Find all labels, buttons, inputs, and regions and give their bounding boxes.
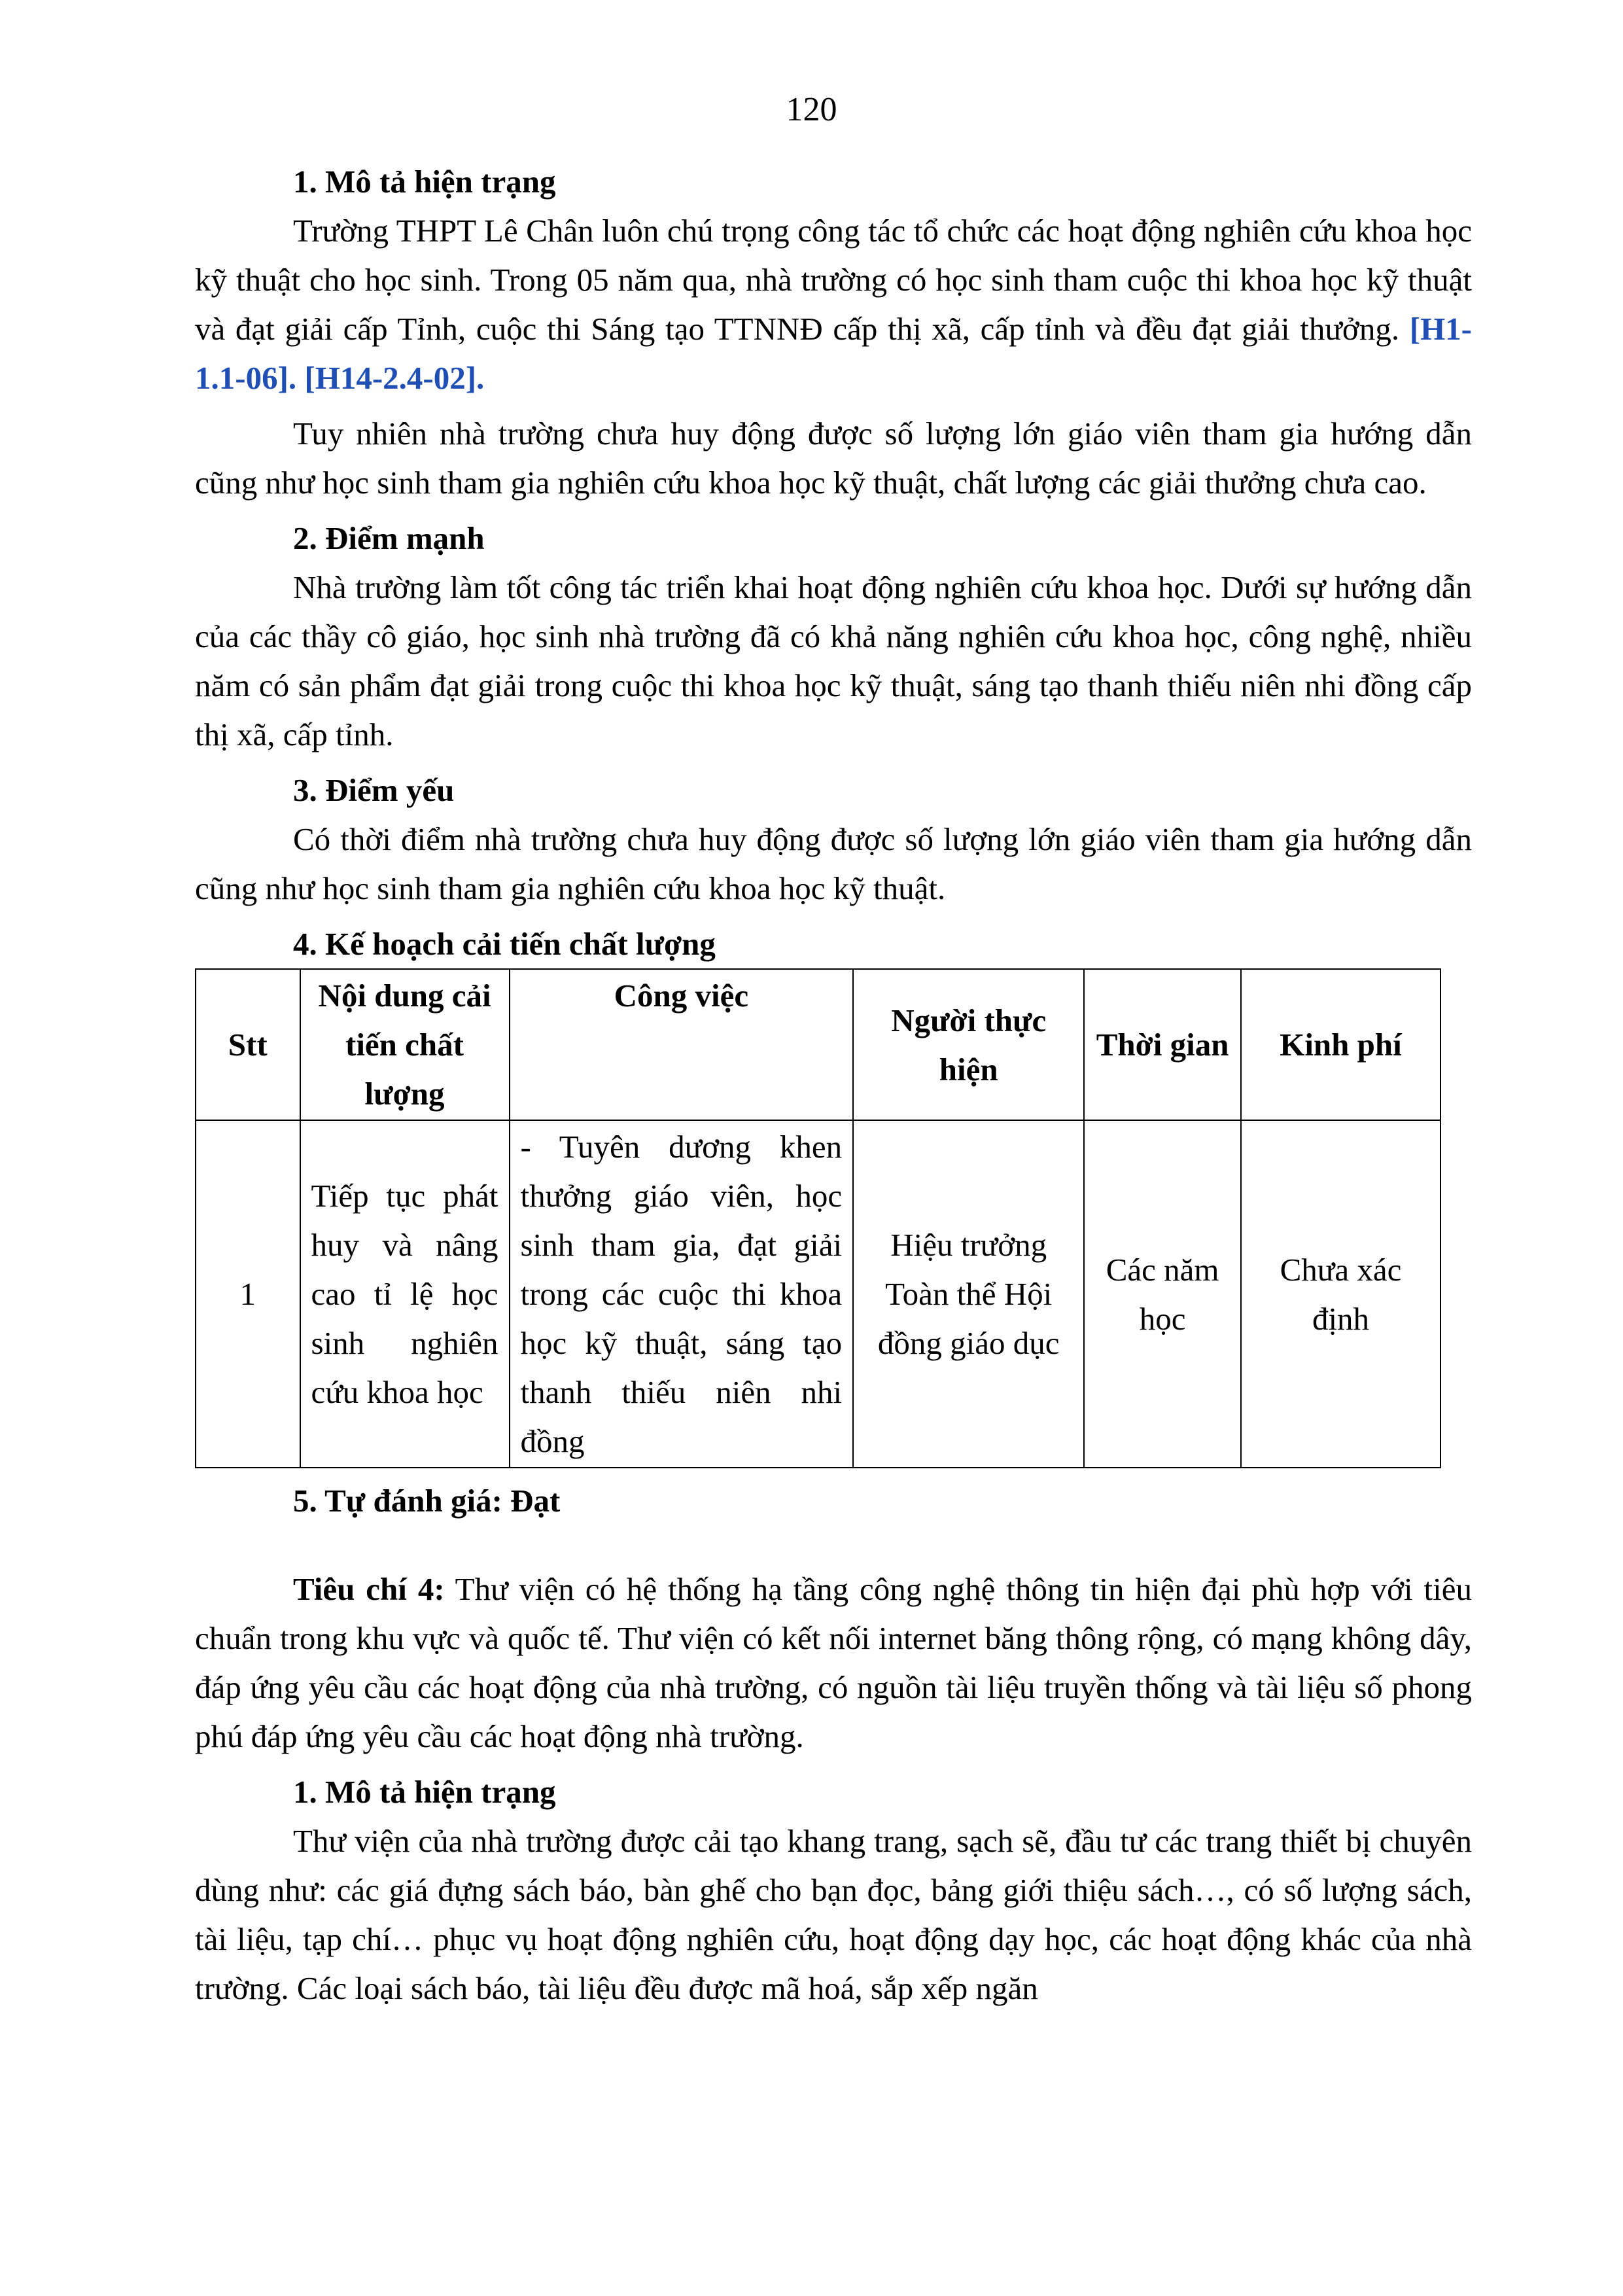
header-person: Người thực hiện [853, 969, 1084, 1120]
header-task: Công việc [510, 969, 854, 1120]
paragraph-limitations: Tuy nhiên nhà trường chưa huy động được số lượng lớn giáo viên tham gia hướng dẫn cũng như học sinh tham gia nghiên cứu khoa học kỹ thuật, chất lượng các giải thưởng chưa cao. [195, 415, 1472, 501]
cell-content: Tiếp tục phát huy và nâng cao tỉ lệ học sinh nghiên cứu khoa học [300, 1120, 510, 1468]
section-heading-strengths: 2. Điểm mạnh [293, 520, 485, 556]
paragraph-library-state: Thư viện của nhà trường được cải tạo khang trang, sạch sẽ, đầu tư các trang thiết bị chuyên dùng như: các giá đựng sách báo, bàn ghế cho bạn đọc, bảng giới thiệu sách…, có số lượng sách, tài liệu, tạp chí… phục vụ hoạt động nghiên cứu, hoạt động dạy học, các hoạt động khác của nhà trường. Các loại sách báo, tài liệu đều được mã hoá, sắp xếp ngăn [195, 1823, 1472, 2006]
page-content [195, 157, 1472, 2019]
cell-budget: Chưa xác định [1241, 1120, 1440, 1468]
evidence-separator: . [288, 360, 305, 396]
header-budget: Kinh phí [1241, 969, 1440, 1120]
criterion-text: Thư viện có hệ thống hạ tầng công nghệ thông tin hiện đại phù hợp với tiêu chuẩn trong khu vực và quốc tế. Thư viện có kết nối internet băng thông rộng, có mạng không dây, đáp ứng yêu cầu các hoạt động của nhà trường, có nguồn tài liệu truyền thống và tài liệu số phong phú đáp ứng yêu cầu các hoạt động nhà trường. [195, 1571, 1473, 1754]
cell-person [853, 1120, 1084, 1468]
section-heading-current-state: 1. Mô tả hiện trạng [293, 164, 556, 200]
improvement-plan-table [195, 968, 1441, 1468]
section-heading-library-state: 1. Mô tả hiện trạng [293, 1774, 556, 1810]
section-heading-self-assessment: 5. Tự đánh giá: Đạt [293, 1483, 561, 1519]
table-row [196, 1120, 1440, 1468]
cell-time: Các năm học [1084, 1120, 1241, 1468]
header-content: Nội dung cải tiến chất lượng [300, 969, 510, 1120]
page-number: 120 [786, 91, 837, 128]
paragraph-criterion-4 [195, 1564, 1472, 1761]
section-heading-improvement-plan: 4. Kế hoạch cải tiến chất lượng [293, 926, 716, 962]
evidence-link-h1[interactable]: [H1-1.1-06] [195, 311, 1472, 396]
section-heading-weaknesses: 3. Điểm yếu [293, 772, 455, 808]
cell-task: - Tuyên dương khen thưởng giáo viên, học sinh tham gia, đạt giải trong các cuộc thi khoa học kỹ thuật, sáng tạo thanh thiếu niên nhi đồng [510, 1120, 854, 1468]
paragraph-current-state [195, 206, 1472, 402]
person-council: Toàn thể Hội đồng giáo dục [877, 1276, 1060, 1361]
table-header-row [196, 969, 1440, 1120]
paragraph-strengths: Nhà trường làm tốt công tác triển khai hoạt động nghiên cứu khoa học. Dưới sự hướng dẫn của các thầy cô giáo, học sinh nhà trường đã có khả năng nghiên cứu khoa học, công nghệ, nhiều năm có sản phẩm đạt giải trong cuộc thi khoa học kỹ thuật, sáng tạo thanh thiếu niên nhi đồng cấp thị xã, cấp tỉnh. [195, 569, 1472, 752]
evidence-end: . [476, 360, 485, 396]
person-principal: Hiệu trưởng [890, 1227, 1047, 1263]
cell-stt: 1 [196, 1120, 300, 1468]
criterion-label: Tiêu chí 4: [293, 1571, 445, 1607]
header-time: Thời gian [1084, 969, 1241, 1120]
paragraph-text: Trường THPT Lê Chân luôn chú trọng công tác tổ chức các hoạt động nghiên cứu khoa học kỹ thuật cho học sinh. Trong 05 năm qua, nhà trường có học sinh tham cuộc thi khoa học kỹ thuật và đạt giải cấp Tỉnh, cuộc thi Sáng tạo TTNNĐ cấp thị xã, cấp tỉnh và đều đạt giải thưởng. [195, 213, 1472, 347]
spacer [195, 1525, 1472, 1564]
evidence-link-h14[interactable]: [H14-2.4-02] [304, 360, 477, 396]
paragraph-weaknesses: Có thời điểm nhà trường chưa huy động được số lượng lớn giáo viên tham gia hướng dẫn cũng như học sinh tham gia nghiên cứu khoa học kỹ thuật. [195, 821, 1472, 906]
header-stt: Stt [196, 969, 300, 1120]
